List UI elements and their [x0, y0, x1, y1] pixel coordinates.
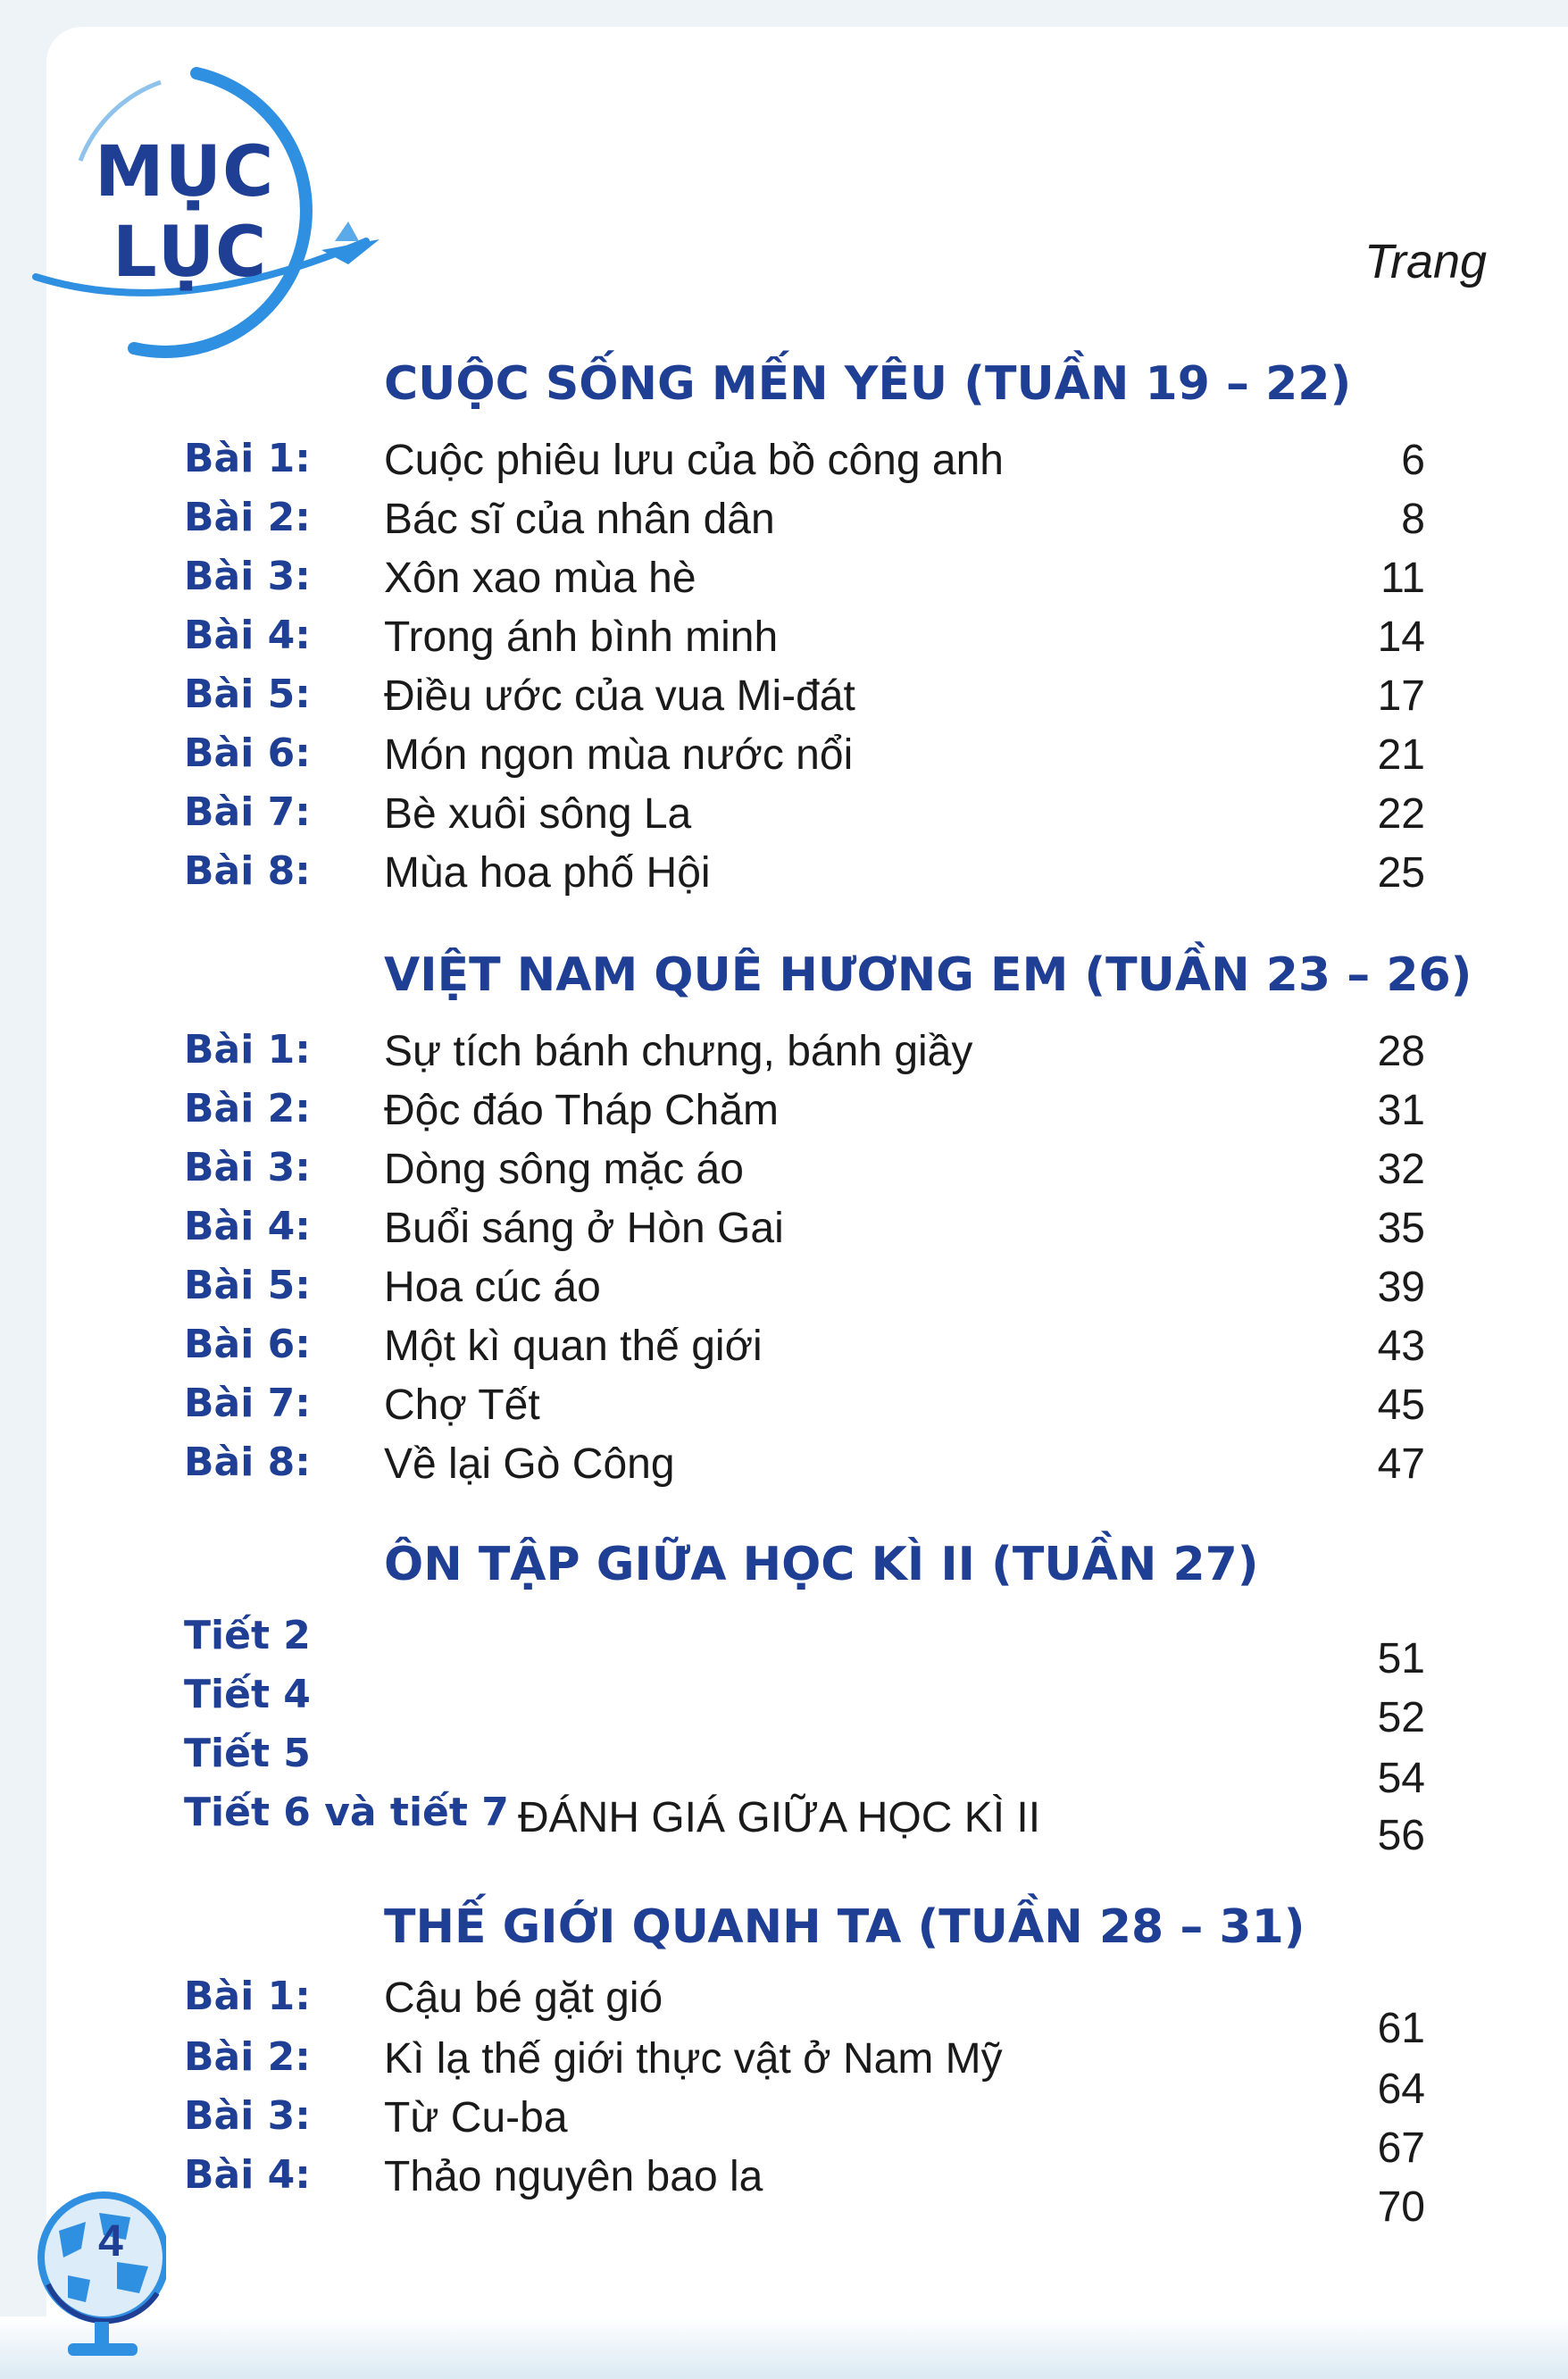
entry-label: Bài 7: [184, 1381, 311, 1426]
toc-entry[interactable] [0, 2034, 1568, 2113]
entry-page: 28 [1377, 1028, 1425, 1075]
toc-entry[interactable] [0, 672, 1568, 729]
entry-page: 56 [1377, 1812, 1425, 1859]
entry-page: 31 [1377, 1087, 1425, 1134]
entry-page: 52 [1377, 1694, 1425, 1741]
entry-label: Bài 3: [184, 2093, 311, 2139]
entry-label: Tiết 6 và tiết 7 [184, 1790, 509, 1835]
toc-entry[interactable] [0, 1086, 1568, 1143]
toc-entry[interactable] [0, 1613, 1568, 1682]
entry-title: Cậu bé gặt gió [384, 1974, 663, 2022]
toc-entry[interactable] [0, 1322, 1568, 1379]
entry-label: Bài 8: [184, 1440, 311, 1485]
entry-label: Tiết 5 [184, 1731, 311, 1776]
entry-label: Bài 1: [184, 1027, 311, 1073]
page-number: 4 [98, 2216, 123, 2266]
toc-entry[interactable] [0, 1263, 1568, 1320]
toc-entry[interactable] [0, 2093, 1568, 2172]
toc-entry[interactable] [0, 1204, 1568, 1261]
entry-page: 6 [1401, 437, 1425, 484]
entry-label: Bài 6: [184, 730, 311, 776]
entry-page: 45 [1377, 1381, 1425, 1429]
entry-title: ĐÁNH GIÁ GIỮA HỌC KÌ II [518, 1794, 1041, 1841]
entry-title: Cuộc phiêu lưu của bồ công anh [384, 437, 1004, 484]
entry-page: 8 [1401, 496, 1425, 543]
globe-icon [32, 2186, 166, 2365]
logo-title-line1: MỤC [95, 132, 275, 213]
entry-title: Buổi sáng ở Hòn Gai [384, 1205, 784, 1252]
toc-entry[interactable] [0, 1790, 1568, 1859]
entry-title: Hoa cúc áo [384, 1264, 601, 1311]
entry-page: 61 [1377, 2005, 1425, 2052]
toc-entry[interactable] [0, 1440, 1568, 1497]
toc-entry[interactable] [0, 1381, 1568, 1438]
entry-label: Bài 1: [184, 1974, 311, 2019]
entry-label: Bài 2: [184, 495, 311, 540]
entry-page: 17 [1377, 672, 1425, 720]
entry-title: Từ Cu-ba [384, 2094, 568, 2141]
entry-title: Mùa hoa phố Hội [384, 849, 711, 897]
entry-page: 14 [1377, 614, 1425, 661]
entry-title: Điều ước của vua Mi-đát [384, 672, 855, 720]
entry-page: 64 [1377, 2066, 1425, 2113]
toc-entry[interactable] [0, 789, 1568, 847]
section-title: CUỘC SỐNG MẾN YÊU (TUẦN 19 – 22) [384, 357, 1352, 411]
entry-label: Bài 5: [184, 1263, 311, 1308]
entry-label: Bài 4: [184, 2152, 311, 2198]
entry-page: 25 [1377, 849, 1425, 897]
entry-label: Bài 1: [184, 436, 311, 481]
toc-entry[interactable] [0, 1145, 1568, 1202]
logo-title-line2: LỤC [113, 213, 268, 293]
toc-entry[interactable] [0, 1027, 1568, 1084]
entry-title: Trong ánh bình minh [384, 614, 779, 661]
entry-title: Chợ Tết [384, 1381, 540, 1429]
toc-entry[interactable] [0, 436, 1568, 493]
entry-title: Bè xuôi sông La [384, 790, 692, 838]
entry-label: Bài 2: [184, 1086, 311, 1131]
entry-page: 11 [1380, 555, 1425, 602]
entry-page: 70 [1377, 2183, 1425, 2231]
toc-entry[interactable] [0, 613, 1568, 670]
entry-page: 47 [1377, 1440, 1425, 1488]
entry-page: 32 [1377, 1146, 1425, 1193]
entry-page: 43 [1377, 1323, 1425, 1370]
entry-page: 35 [1377, 1205, 1425, 1252]
entry-title: Một kì quan thế giới [384, 1323, 763, 1370]
entry-label: Bài 4: [184, 1204, 311, 1249]
entry-title: Độc đáo Tháp Chăm [384, 1087, 780, 1134]
entry-title: Sự tích bánh chưng, bánh giầy [384, 1028, 973, 1075]
entry-page: 22 [1377, 790, 1425, 838]
toc-entry[interactable] [0, 730, 1568, 788]
bottom-band [0, 2316, 1568, 2379]
entry-label: Bài 2: [184, 2034, 311, 2080]
section-title: THẾ GIỚI QUANH TA (TUẦN 28 – 31) [384, 1900, 1305, 1954]
section-title: VIỆT NAM QUÊ HƯƠNG EM (TUẦN 23 – 26) [384, 948, 1472, 1002]
entry-label: Bài 3: [184, 1145, 311, 1190]
entry-label: Bài 8: [184, 848, 311, 894]
entry-page: 39 [1377, 1264, 1425, 1311]
toc-entry[interactable] [0, 1672, 1568, 1741]
entry-title: Về lại Gò Công [384, 1440, 675, 1488]
entry-page: 67 [1377, 2124, 1425, 2172]
entry-label: Tiết 4 [184, 1672, 311, 1717]
entry-page: 54 [1377, 1755, 1425, 1802]
entry-label: Bài 6: [184, 1322, 311, 1367]
entry-page: 21 [1377, 731, 1425, 779]
entry-label: Tiết 2 [184, 1613, 311, 1658]
entry-title: Bác sĩ của nhân dân [384, 496, 775, 543]
entry-page: 51 [1377, 1635, 1425, 1682]
entry-label: Bài 3: [184, 554, 311, 599]
entry-title: Dòng sông mặc áo [384, 1146, 744, 1193]
entry-title: Xôn xao mùa hè [384, 555, 696, 602]
toc-entry[interactable] [0, 495, 1568, 552]
toc-entry[interactable] [0, 554, 1568, 611]
entry-label: Bài 7: [184, 789, 311, 835]
page-column-label: Trang [1364, 235, 1488, 288]
entry-label: Bài 5: [184, 672, 311, 717]
toc-entry[interactable] [0, 1974, 1568, 2052]
entry-title: Món ngon mùa nước nổi [384, 731, 854, 779]
entry-title: Thảo nguyên bao la [384, 2153, 763, 2200]
entry-title: Kì lạ thế giới thực vật ở Nam Mỹ [384, 2035, 1003, 2083]
toc-entry[interactable] [0, 1731, 1568, 1802]
toc-entry[interactable] [0, 848, 1568, 906]
entry-label: Bài 4: [184, 613, 311, 658]
section-title: ÔN TẬP GIỮA HỌC KÌ II (TUẦN 27) [384, 1538, 1259, 1591]
toc-entry[interactable] [0, 2152, 1568, 2231]
